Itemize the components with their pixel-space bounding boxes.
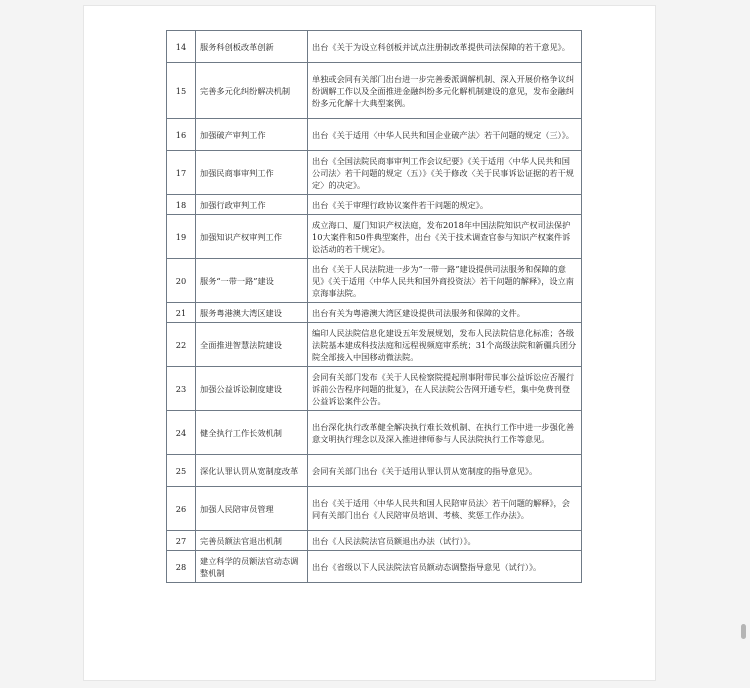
- project-name: 加强知识产权审判工作: [196, 215, 308, 259]
- project-name: 服务“一带一路”建设: [196, 259, 308, 303]
- row-number: 28: [167, 551, 196, 583]
- measure-description: 出台有关为粤港澳大湾区建设提供司法服务和保障的文件。: [308, 303, 582, 323]
- row-number: 22: [167, 323, 196, 367]
- table-row: [167, 31, 582, 63]
- row-number: 24: [167, 411, 196, 455]
- project-name: 建立科学的员额法官动态调整机制: [196, 551, 308, 583]
- table-row: [167, 411, 582, 455]
- row-number: 14: [167, 31, 196, 63]
- table-row: [167, 259, 582, 303]
- measure-description: 编印人民法院信息化建设五年发展规划，发布人民法院信息化标准；各级法院基本建成科技法庭和远程视频庭审系统；31个高级法院和新疆兵团分院全部接入中国移动微法院。: [308, 323, 582, 367]
- project-name: 完善员额法官退出机制: [196, 531, 308, 551]
- table-row: [167, 215, 582, 259]
- row-number: 27: [167, 531, 196, 551]
- measure-description: 出台《关于为设立科创板并试点注册制改革提供司法保障的若干意见》。: [308, 31, 582, 63]
- table-row: [167, 367, 582, 411]
- table-row: [167, 303, 582, 323]
- project-name: 加强民商事审判工作: [196, 151, 308, 195]
- measure-description: 出台《关于人民法院进一步为“一带一路”建设提供司法服务和保障的意见》《关于适用〈中华人民共和国外商投资法〉若干问题的解释》，设立南京海事法院。: [308, 259, 582, 303]
- row-number: 17: [167, 151, 196, 195]
- table-row: [167, 455, 582, 487]
- row-number: 26: [167, 487, 196, 531]
- project-name: 完善多元化纠纷解决机制: [196, 63, 308, 119]
- row-number: 23: [167, 367, 196, 411]
- row-number: 19: [167, 215, 196, 259]
- vertical-scrollbar-thumb[interactable]: [741, 624, 746, 639]
- row-number: 20: [167, 259, 196, 303]
- measure-description: 出台《全国法院民商事审判工作会议纪要》《关于适用〈中华人民共和国公司法〉若干问题的规定（五）》《关于修改〈关于民事诉讼证据的若干规定〉的决定》。: [308, 151, 582, 195]
- measure-description: 出台《省级以下人民法院法官员额动态调整指导意见（试行）》。: [308, 551, 582, 583]
- table-row: [167, 151, 582, 195]
- measure-description: 成立海口、厦门知识产权法庭，发布2018年中国法院知识产权司法保护10大案件和50件典型案件，出台《关于技术调查官参与知识产权案件诉讼活动的若干规定》。: [308, 215, 582, 259]
- table-row: [167, 195, 582, 215]
- table-row: [167, 323, 582, 367]
- row-number: 15: [167, 63, 196, 119]
- project-name: 加强公益诉讼制度建设: [196, 367, 308, 411]
- project-name: 服务粤港澳大湾区建设: [196, 303, 308, 323]
- row-number: 16: [167, 119, 196, 151]
- table-row: [167, 487, 582, 531]
- project-name: 加强行政审判工作: [196, 195, 308, 215]
- measure-description: 出台《人民法院法官员额退出办法（试行）》。: [308, 531, 582, 551]
- project-name: 加强人民陪审员管理: [196, 487, 308, 531]
- project-name: 全面推进智慧法院建设: [196, 323, 308, 367]
- project-name: 健全执行工作长效机制: [196, 411, 308, 455]
- project-name: 深化认罪认罚从宽制度改革: [196, 455, 308, 487]
- table-row: [167, 531, 582, 551]
- measure-description: 出台深化执行改革健全解决执行难长效机制、在执行工作中进一步强化善意文明执行理念以及深入推进律师参与人民法院执行工作等意见。: [308, 411, 582, 455]
- table-row: [167, 551, 582, 583]
- document-page: [83, 5, 656, 681]
- measure-description: 单独或会同有关部门出台进一步完善委派调解机制、深入开展价格争议纠纷调解工作以及全面推进金融纠纷多元化解机制建设的意见，发布金融纠纷多元化解十大典型案例。: [308, 63, 582, 119]
- reform-measures-table: [166, 30, 582, 583]
- row-number: 25: [167, 455, 196, 487]
- table-row: [167, 119, 582, 151]
- table-row: [167, 63, 582, 119]
- measure-description: 会同有关部门出台《关于适用认罪认罚从宽制度的指导意见》。: [308, 455, 582, 487]
- project-name: 加强破产审判工作: [196, 119, 308, 151]
- measure-description: 出台《关于适用〈中华人民共和国企业破产法〉若干问题的规定（三）》。: [308, 119, 582, 151]
- row-number: 21: [167, 303, 196, 323]
- measure-description: 出台《关于审理行政协议案件若干问题的规定》。: [308, 195, 582, 215]
- measure-description: 会同有关部门发布《关于人民检察院提起刑事附带民事公益诉讼应否履行诉前公告程序问题的批复》，在人民法院公告网开通专栏，集中免费刊登公益诉讼案件公告。: [308, 367, 582, 411]
- measure-description: 出台《关于适用〈中华人民共和国人民陪审员法〉若干问题的解释》，会同有关部门出台《人民陪审员培训、考核、奖惩工作办法》。: [308, 487, 582, 531]
- row-number: 18: [167, 195, 196, 215]
- project-name: 服务科创板改革创新: [196, 31, 308, 63]
